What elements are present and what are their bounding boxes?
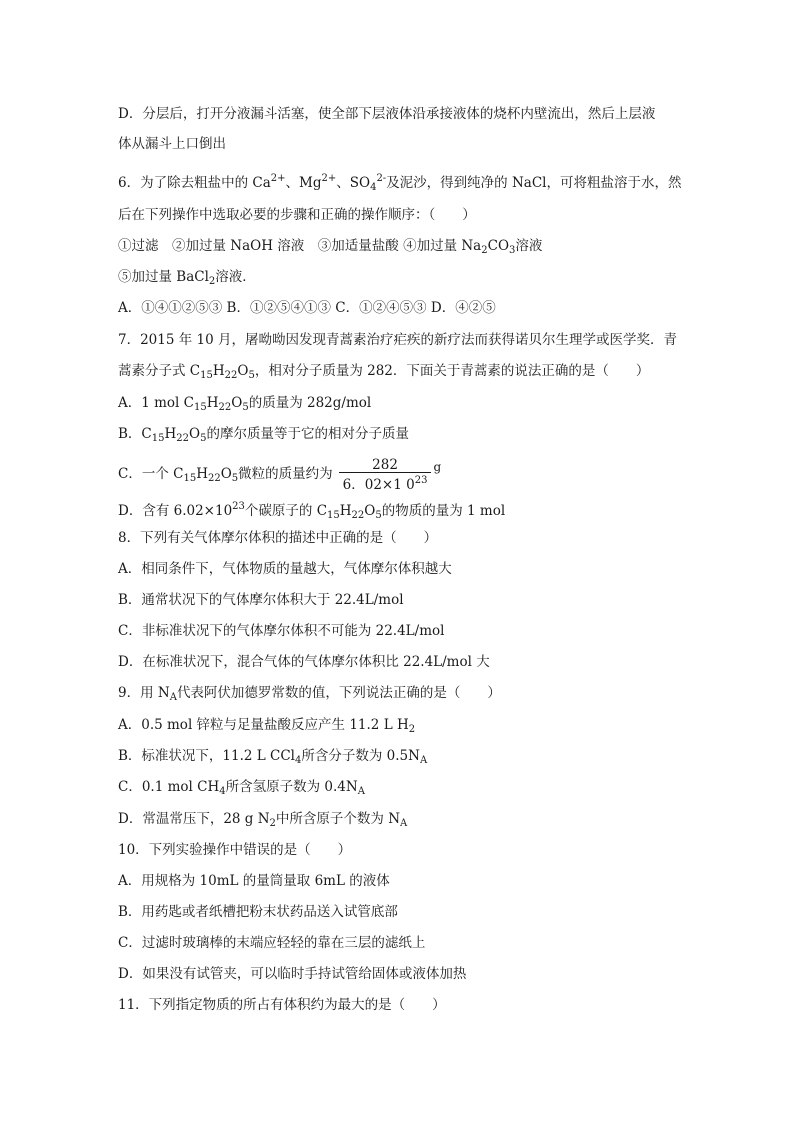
fraction-numerator: 282 <box>372 456 398 473</box>
q10-option-a <box>118 871 390 891</box>
q11-stem-text: 11．下列指定物质的所占有体积约为最大的是（ ） <box>118 997 446 1013</box>
q7-c-part: O <box>220 466 232 482</box>
q7-c-part: 微粒的质量约为 <box>238 466 333 482</box>
q7-option-d <box>118 497 505 526</box>
q8-b-text: B．通常状况下的气体摩尔体积大于 22.4L/mol <box>118 592 404 608</box>
q6-charge: 2+ <box>270 173 286 184</box>
q7-a-part: H <box>206 395 219 411</box>
q9-stem <box>118 683 501 708</box>
q7-b-part: O <box>189 426 201 442</box>
q10-stem-text: 10．下列实验操作中错误的是（ ） <box>118 842 352 858</box>
q9-stem-part: 9．用 N <box>118 685 170 701</box>
q7-subscript: 22 <box>224 370 238 381</box>
q7-stem-part: 蒿素分子式 C <box>118 363 201 379</box>
q7-subscript: 22 <box>351 510 365 521</box>
q7-stem-part: O <box>237 363 249 379</box>
q6-ops-part: ⑤加过量 BaCl <box>118 269 209 285</box>
q9-option-c <box>118 777 365 802</box>
q9-subscript: A <box>400 818 408 829</box>
q7-d-part: H <box>339 503 352 519</box>
q7-subscript: 5 <box>242 402 249 413</box>
q6-subscript: 3 <box>509 245 516 256</box>
q9-option-a <box>118 715 415 740</box>
q7-exponent: 23 <box>232 501 245 512</box>
q9-subscript: 2 <box>408 724 416 735</box>
q9-d-part: 中所含原子个数为 N <box>275 811 401 827</box>
fraction-denominator-text: 6．02×1 0 <box>342 476 415 493</box>
q7-subscript: 22 <box>218 402 232 413</box>
q6-stem-line2 <box>118 205 476 225</box>
q7-b-part: H <box>164 426 177 442</box>
q6-options-text: A．①④①②⑤③ B．①②⑤④①③ C．①②④⑤③ D．④②⑤ <box>118 300 496 316</box>
q9-b-part: 所含分子数为 0.5N <box>301 748 420 764</box>
q6-subscript: 2 <box>208 276 216 287</box>
q7-subscript: 22 <box>207 473 221 484</box>
q7-subscript: 5 <box>248 370 255 381</box>
q8-option-d <box>118 652 490 672</box>
q8-option-a <box>118 559 452 579</box>
q5-option-d-text-cont: 体从漏斗上口倒出 <box>118 136 226 152</box>
q7-option-b <box>118 424 409 449</box>
q7-d-part: O <box>364 503 376 519</box>
q6-stem-part: 及泥沙，得到纯净的 NaCl，可将粗盐溶于水，然 <box>386 175 682 191</box>
q6-stem-text: 后在下列操作中选取必要的步骤和正确的操作顺序：（ ） <box>118 207 476 223</box>
q7-d-part: 的物质的量为 1 mol <box>381 503 506 519</box>
q5-option-d-line1 <box>118 104 655 124</box>
q5-option-d-line2 <box>118 134 226 154</box>
q10-stem <box>118 840 351 860</box>
q8-option-b <box>118 590 404 610</box>
q11-stem <box>118 995 446 1015</box>
q7-stem-line1 <box>118 330 677 350</box>
q10-option-c <box>118 933 425 953</box>
q6-options <box>118 298 496 318</box>
q9-c-part: C．0.1 mol CH <box>118 779 220 795</box>
q7-stem-line2 <box>118 361 649 386</box>
q6-subscript: 4 <box>370 182 377 193</box>
q9-d-part: D．常温常压下，28 g N <box>118 811 270 827</box>
q9-stem-part: 代表阿伏加德罗常数的值，下列说法正确的是（ ） <box>176 685 501 701</box>
q7-subscript: 15 <box>327 510 340 521</box>
q7-c-unit: g <box>433 460 442 474</box>
q5-option-d-text: D．分层后，打开分液漏斗活塞，使全部下层液体沿承接液体的烧杯内壁流出，然后上层液 <box>118 106 656 122</box>
q6-stem-line1 <box>118 169 682 198</box>
q6-stem-part: 、SO <box>336 175 371 191</box>
q6-ops-part: 溶液． <box>215 269 256 285</box>
q7-d-part: D．含有 6.02×10 <box>118 503 233 519</box>
q7-subscript: 15 <box>200 370 213 381</box>
q6-operations-line1 <box>118 236 542 261</box>
q6-stem-part: 、Mg <box>285 175 322 191</box>
q9-subscript: A <box>357 786 365 797</box>
q6-charge: 2- <box>376 173 387 184</box>
q7-subscript: 5 <box>200 433 207 444</box>
q7-a-part: O <box>231 395 243 411</box>
q10-b-text: B．用药匙或者纸槽把粉末状药品送入试管底部 <box>118 904 398 920</box>
q7-stem-part: ，相对分子质量为 282．下面关于青蒿素的说法正确的是（ ） <box>254 363 650 379</box>
q7-subscript: 15 <box>151 433 165 444</box>
q9-b-part: B．标准状况下，11.2 L CCl <box>118 748 296 764</box>
q7-subscript: 22 <box>176 433 189 444</box>
q8-a-text: A．相同条件下，气体物质的量越大，气体摩尔体积越大 <box>118 561 452 577</box>
q7-c-part: H <box>196 466 208 482</box>
q7-subscript: 15 <box>194 402 207 413</box>
q10-a-text: A．用规格为 10mL 的量筒量取 6mL 的液体 <box>118 873 390 889</box>
q9-c-part: 所含氢原子数为 0.4N <box>225 779 358 795</box>
q7-a-part: 的质量为 282g/mol <box>248 395 372 411</box>
q10-option-b <box>118 902 398 922</box>
q10-d-text: D．如果没有试管夹，可以临时手持试管给固体或液体加热 <box>118 966 467 982</box>
fraction-denominator <box>339 472 432 492</box>
q9-subscript: A <box>169 692 177 703</box>
q7-b-part: 的摩尔质量等于它的相对分子质量 <box>206 426 409 442</box>
q7-option-a <box>118 393 371 418</box>
q8-stem-text: 8．下列有关气体摩尔体积的描述中正确的是（ ） <box>118 530 438 546</box>
q7-c-part: C．一个 C <box>118 466 184 482</box>
q7-subscript: 15 <box>183 473 197 484</box>
q7-subscript: 5 <box>231 473 239 484</box>
q8-stem <box>118 528 437 548</box>
q7-a-part: A．1 mol C <box>118 395 194 411</box>
fraction-exponent: 23 <box>414 474 428 486</box>
q6-operations-line2 <box>118 267 256 292</box>
q7-stem-text: 7．2015 年 10 月，屠呦呦因发现青蒿素治疗疟疾的新疗法而获得诺贝尔生理学或医学奖．青 <box>118 332 677 348</box>
q9-subscript: 4 <box>295 755 302 766</box>
q10-option-d <box>118 964 466 984</box>
q9-option-b <box>118 746 427 771</box>
q7-b-part: B．C <box>118 426 152 442</box>
q8-d-text: D．在标准状况下，混合气体的气体摩尔体积比 22.4L/mol 大 <box>118 654 490 670</box>
q6-ops-part: 溶液 <box>515 238 543 254</box>
q7-c-fraction <box>339 458 432 492</box>
q8-option-c <box>118 621 444 641</box>
q6-charge: 2+ <box>321 173 337 184</box>
q9-subscript: 4 <box>219 786 226 797</box>
q10-c-text: C．过滤时玻璃棒的末端应轻轻的靠在三层的滤纸上 <box>118 935 426 951</box>
q9-subscript: 2 <box>269 818 276 829</box>
q9-a-part: A．0.5 mol 锌粒与足量盐酸反应产生 11.2 L H <box>118 717 409 733</box>
q6-ops-part: CO <box>487 238 510 254</box>
q6-stem-part: 6．为了除去粗盐中的 Ca <box>118 175 271 191</box>
q9-subscript: A <box>419 755 428 766</box>
q7-stem-part: H <box>212 363 225 379</box>
q9-option-d <box>118 809 407 834</box>
q7-subscript: 5 <box>375 510 382 521</box>
q6-subscript: 2 <box>481 245 488 256</box>
q7-option-c <box>118 452 441 494</box>
q7-d-part: 个碳原子的 C <box>244 503 328 519</box>
q8-c-text: C．非标准状况下的气体摩尔体积不可能为 22.4L/mol <box>118 623 445 639</box>
q6-ops-part: ①过滤 ②加过量 NaOH 溶液 ③加适量盐酸 ④加过量 Na <box>118 238 482 254</box>
